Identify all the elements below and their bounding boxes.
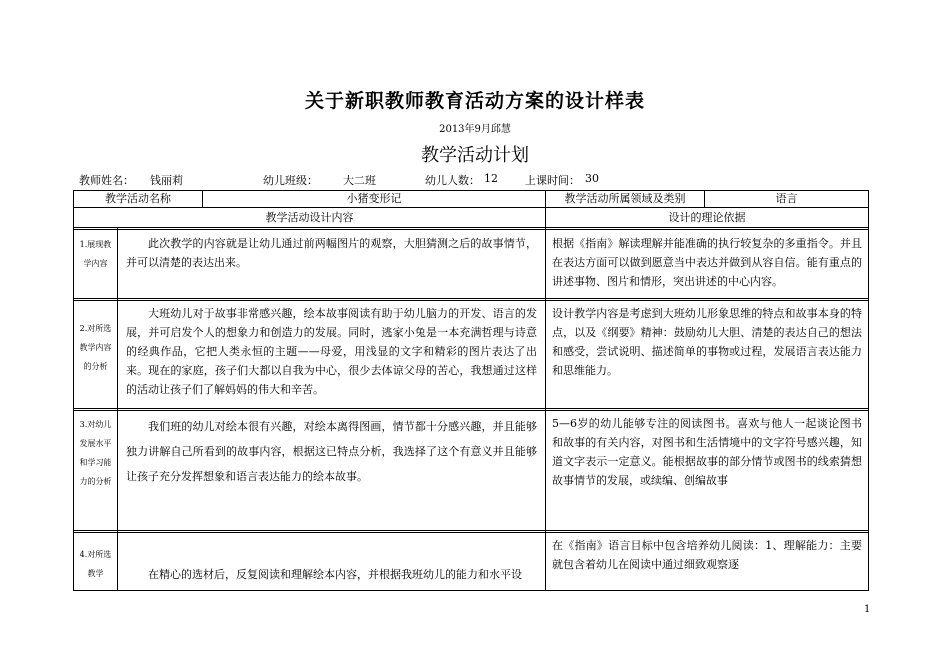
design-content-header: 教学活动设计内容 — [265, 211, 354, 224]
activity-plan-table — [73, 190, 869, 591]
row-theory: 根据《指南》解读理解并能准确的执行较复杂的多重指令。并且在表达方面可以做到愿意当中表达并做到从容自信。能有重点的讲述事物、图片和情形，突出讲述的中心内容。 — [552, 237, 862, 288]
activity-name-label: 教学活动名称 — [105, 192, 171, 205]
row-content: 大班幼儿对于故事非常感兴趣，绘本故事阅读有助于幼儿脑力的开发、语言的发展，并可启发个人的想象力和创造力的发展。同时，逃家小兔是一本充满哲理与诗意的经典作品，它把人类永恒的主题——母爱，用浅显的文字和精彩的图片表达了出来。现在的家庭，孩子们大都以自我为中心，很少去体谅父母的苦心，我想通过这样的活动让孩子们了解妈妈的伟大和辛苦。 — [126, 307, 537, 396]
activity-name-value: 小猪变形记 — [346, 192, 402, 205]
count-label: 幼儿人数： — [425, 174, 480, 187]
teacher-label: 教师姓名： — [79, 174, 134, 187]
row-theory: 在《指南》语言目标中包含培养幼儿阅读：1、理解能力：主要就包含着幼儿在阅读中通过细致观察逐 — [552, 539, 862, 571]
row-content: 我们班的幼儿对绘本很有兴趣，对绘本离得图画，情节都十分感兴趣，并且能够独力讲解自己所看到的故事内容，根据这已特点分析，我选择了这个有意义并且能够让孩子充分发挥想象和语言表达能力的绘本故事。 — [126, 420, 537, 483]
time-value: 30 — [585, 172, 599, 185]
row-theory: 5—6岁的幼儿能够专注的阅读图书。喜欢与他人一起谈论图书和故事的有关内容，对图书和生活情境中的文字符号感兴趣，知道文字表示一定意义。能根据故事的部分情节或图书的线索猜想故事情节的发展，或续编、创编故事 — [552, 417, 862, 487]
row-label: 2.对所选教学内容的分析 — [79, 324, 112, 371]
row-content: 此次教学的内容就是让幼儿通过前两幅图片的观察，大胆猜测之后的故事情节，并可以清楚的表达出来。 — [126, 237, 537, 269]
plan-heading: 教学活动计划 — [421, 145, 529, 166]
class-label: 幼儿班级： — [263, 174, 318, 187]
class-value: 大二班 — [343, 174, 376, 187]
row-content: 在精心的选材后，反复阅读和理解绘本内容，并根据我班幼儿的能力和水平设 — [148, 568, 522, 581]
document-subtitle: 2013年9月邱慧 — [439, 124, 511, 135]
count-value: 12 — [484, 172, 498, 185]
domain-value: 语言 — [775, 192, 798, 205]
row-label: 1.展现教学内容 — [79, 240, 112, 268]
row-theory: 设计教学内容是考虑到大班幼儿形象思维的特点和故事本身的特点，以及《纲要》精神：鼓励幼儿大胆、清楚的表达自己的想法和感受，尝试说明、描述简单的事物或过程，发展语言表达能力和思维能力。 — [552, 307, 862, 377]
time-label: 上课时间： — [525, 174, 580, 187]
teacher-value: 钱丽莉 — [150, 174, 183, 187]
row-label: 3.对幼儿发展水平和学习能力的分析 — [79, 420, 112, 486]
document-title: 关于新职教师教育活动方案的设计样表 — [304, 90, 645, 112]
theory-basis-header: 设计的理论依据 — [668, 211, 746, 224]
row-divider — [74, 227, 868, 230]
row-label: 4.对所选教学 — [79, 550, 112, 578]
domain-label: 教学活动所属领域及类别 — [564, 192, 686, 205]
page-number: 1 — [864, 604, 871, 615]
